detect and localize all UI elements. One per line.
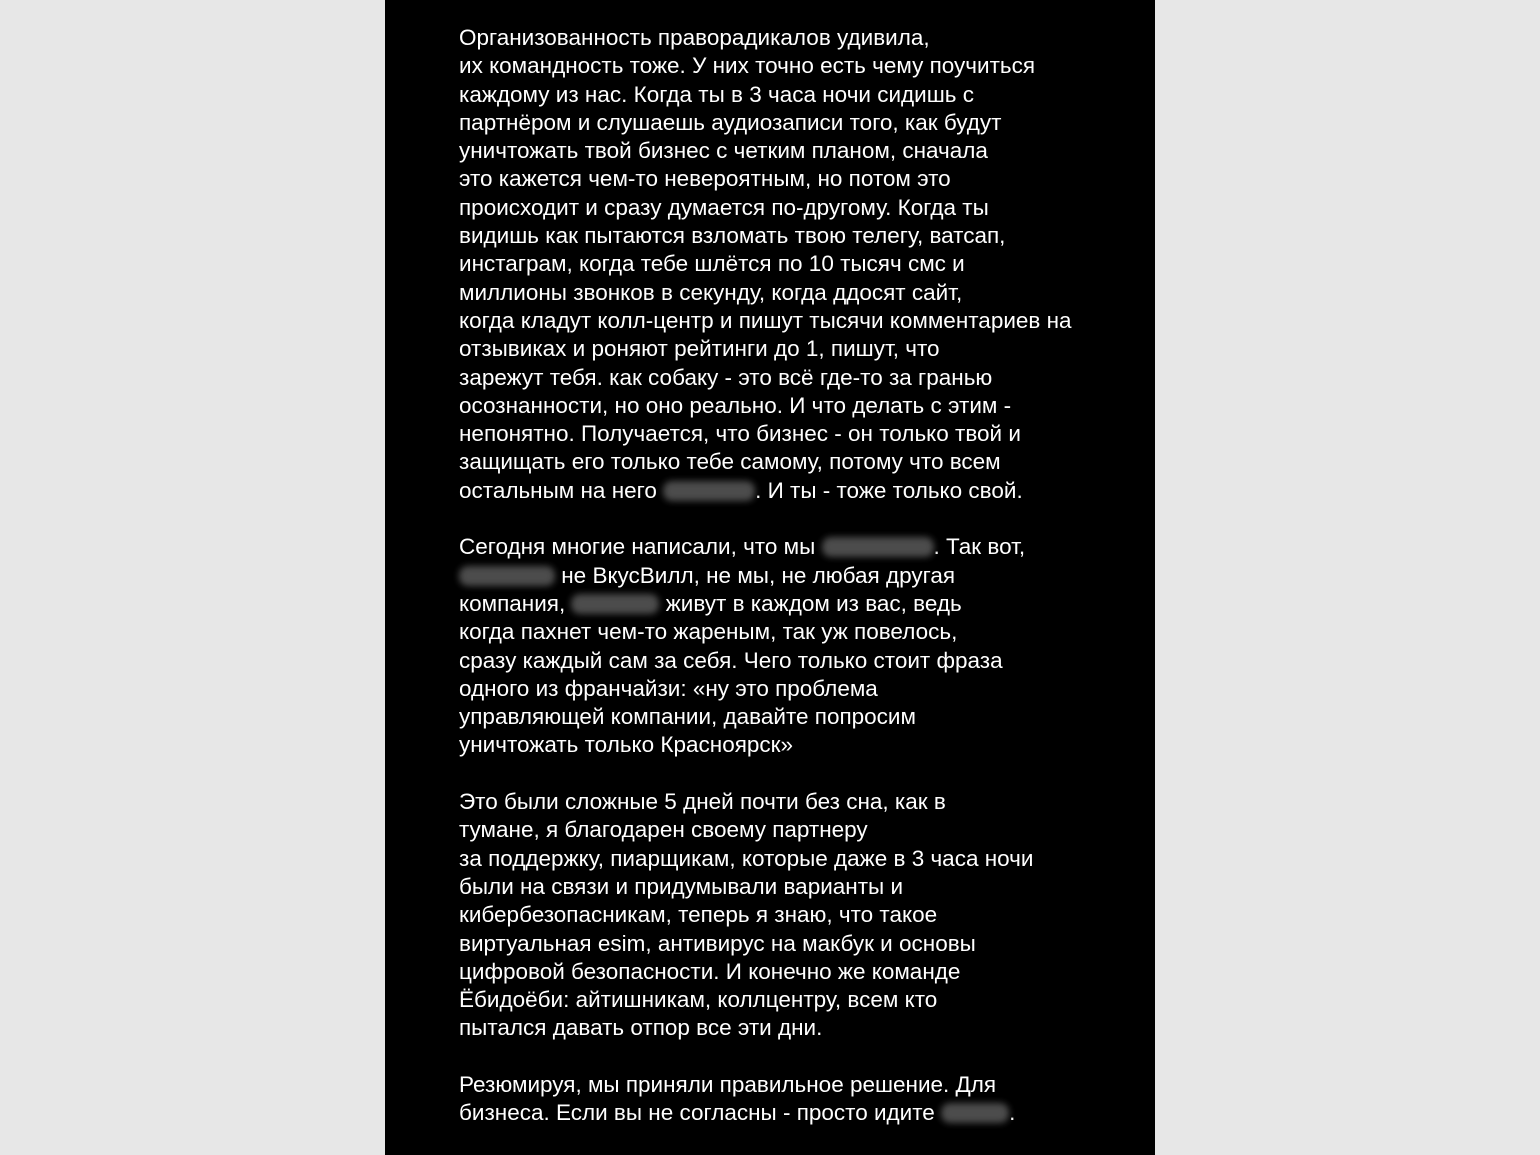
censored-word-blur (663, 481, 755, 501)
text-line (459, 477, 1139, 505)
text-line: это кажется чем-то невероятным, но потом это (459, 166, 951, 192)
paragraph-gap (459, 505, 1139, 533)
text-fragment: живут в каждом из вас, ведь (659, 590, 962, 616)
text-line: Это были сложные 5 дней почти без сна, как в (459, 789, 946, 815)
text-line: когда кладут колл-центр и пишут тысячи комментариев на (459, 307, 1072, 333)
text-line: миллионы звонков в секунду, когда ддосят сайт, (459, 279, 963, 305)
text-line: партнёром и слушаешь аудиозаписи того, как будут (459, 109, 1002, 135)
text-line: сразу каждый сам за себя. Чего только стоит фраза (459, 647, 1003, 673)
text-line: отзывиках и роняют рейтинги до 1, пишут, что (459, 336, 940, 362)
text-line: Резюмируя, мы приняли правильное решение. Для (459, 1071, 997, 1097)
text-line: каждому из нас. Когда ты в 3 часа ночи сидишь с (459, 81, 975, 107)
censored-word-blur (822, 537, 934, 557)
text-line: непонятно. Получается, что бизнес - он только твой и (459, 421, 1021, 447)
text-line: тумане, я благодарен своему партнеру (459, 817, 868, 843)
text-fragment: . (1009, 1100, 1016, 1126)
text-line: защищать его только тебе самому, потому что всем (459, 449, 1001, 475)
censored-word-blur (459, 566, 555, 586)
text-fragment: . Так вот, (933, 534, 1026, 560)
text-fragment: компания, (459, 590, 572, 616)
text-line: зарежут тебя. как собаку - это всё где-то за гранью (459, 364, 993, 390)
text-line: когда пахнет чем-то жареным, так уж повелось, (459, 619, 958, 645)
text-line: цифровой безопасности. И конечно же команде (459, 958, 961, 984)
text-line: происходит и сразу думается по-другому. Когда ты (459, 194, 989, 220)
text-line: уничтожать только Красноярск» (459, 732, 794, 758)
text-line: видишь как пытаются взломать твою телегу, ватсап, (459, 223, 1006, 249)
text-line: осознанности, но оно реально. И что делать с этим - (459, 392, 1012, 418)
text-line: инстаграм, когда тебе шлётся по 10 тысяч смс и (459, 251, 965, 277)
text-line: Организованность праворадикалов удивила, (459, 25, 930, 50)
text-line (459, 533, 1139, 561)
censored-word-blur (941, 1103, 1009, 1123)
text-fragment: . И ты - тоже только свой. (755, 477, 1023, 503)
text-fragment: не ВкусВилл, не мы, не любая другая (555, 562, 956, 588)
text-line: виртуальная esim, антивирус на макбук и основы (459, 930, 976, 956)
post-text (459, 24, 1139, 1128)
text-fragment: остальным на него (459, 477, 664, 503)
text-line: управляющей компании, давайте попросим (459, 704, 916, 730)
text-fragment: бизнеса. Если вы не согласны - просто идите (459, 1100, 942, 1126)
text-line (459, 590, 1139, 618)
censored-word-blur (571, 594, 659, 614)
text-line: Ёбидоёби: айтишникам, коллцентру, всем кто (459, 987, 938, 1013)
text-line: уничтожать твой бизнес с четким планом, сначала (459, 138, 988, 164)
post-page (385, 0, 1155, 1155)
text-line: их командность тоже. У них точно есть чему поучиться (459, 53, 1036, 79)
text-fragment: Сегодня многие написали, что мы (459, 534, 822, 560)
text-line (459, 562, 1139, 590)
text-line: были на связи и придумывали варианты и (459, 873, 904, 899)
paragraph-gap (459, 760, 1139, 788)
text-line: кибербезопасникам, теперь я знаю, что такое (459, 902, 938, 928)
paragraph-gap (459, 1043, 1139, 1071)
text-line: за поддержку, пиарщикам, которые даже в 3 часа ночи (459, 845, 1034, 871)
text-line (459, 1099, 1139, 1127)
text-line: одного из франчайзи: «ну это проблема (459, 675, 878, 701)
text-line: пытался давать отпор все эти дни. (459, 1015, 823, 1041)
